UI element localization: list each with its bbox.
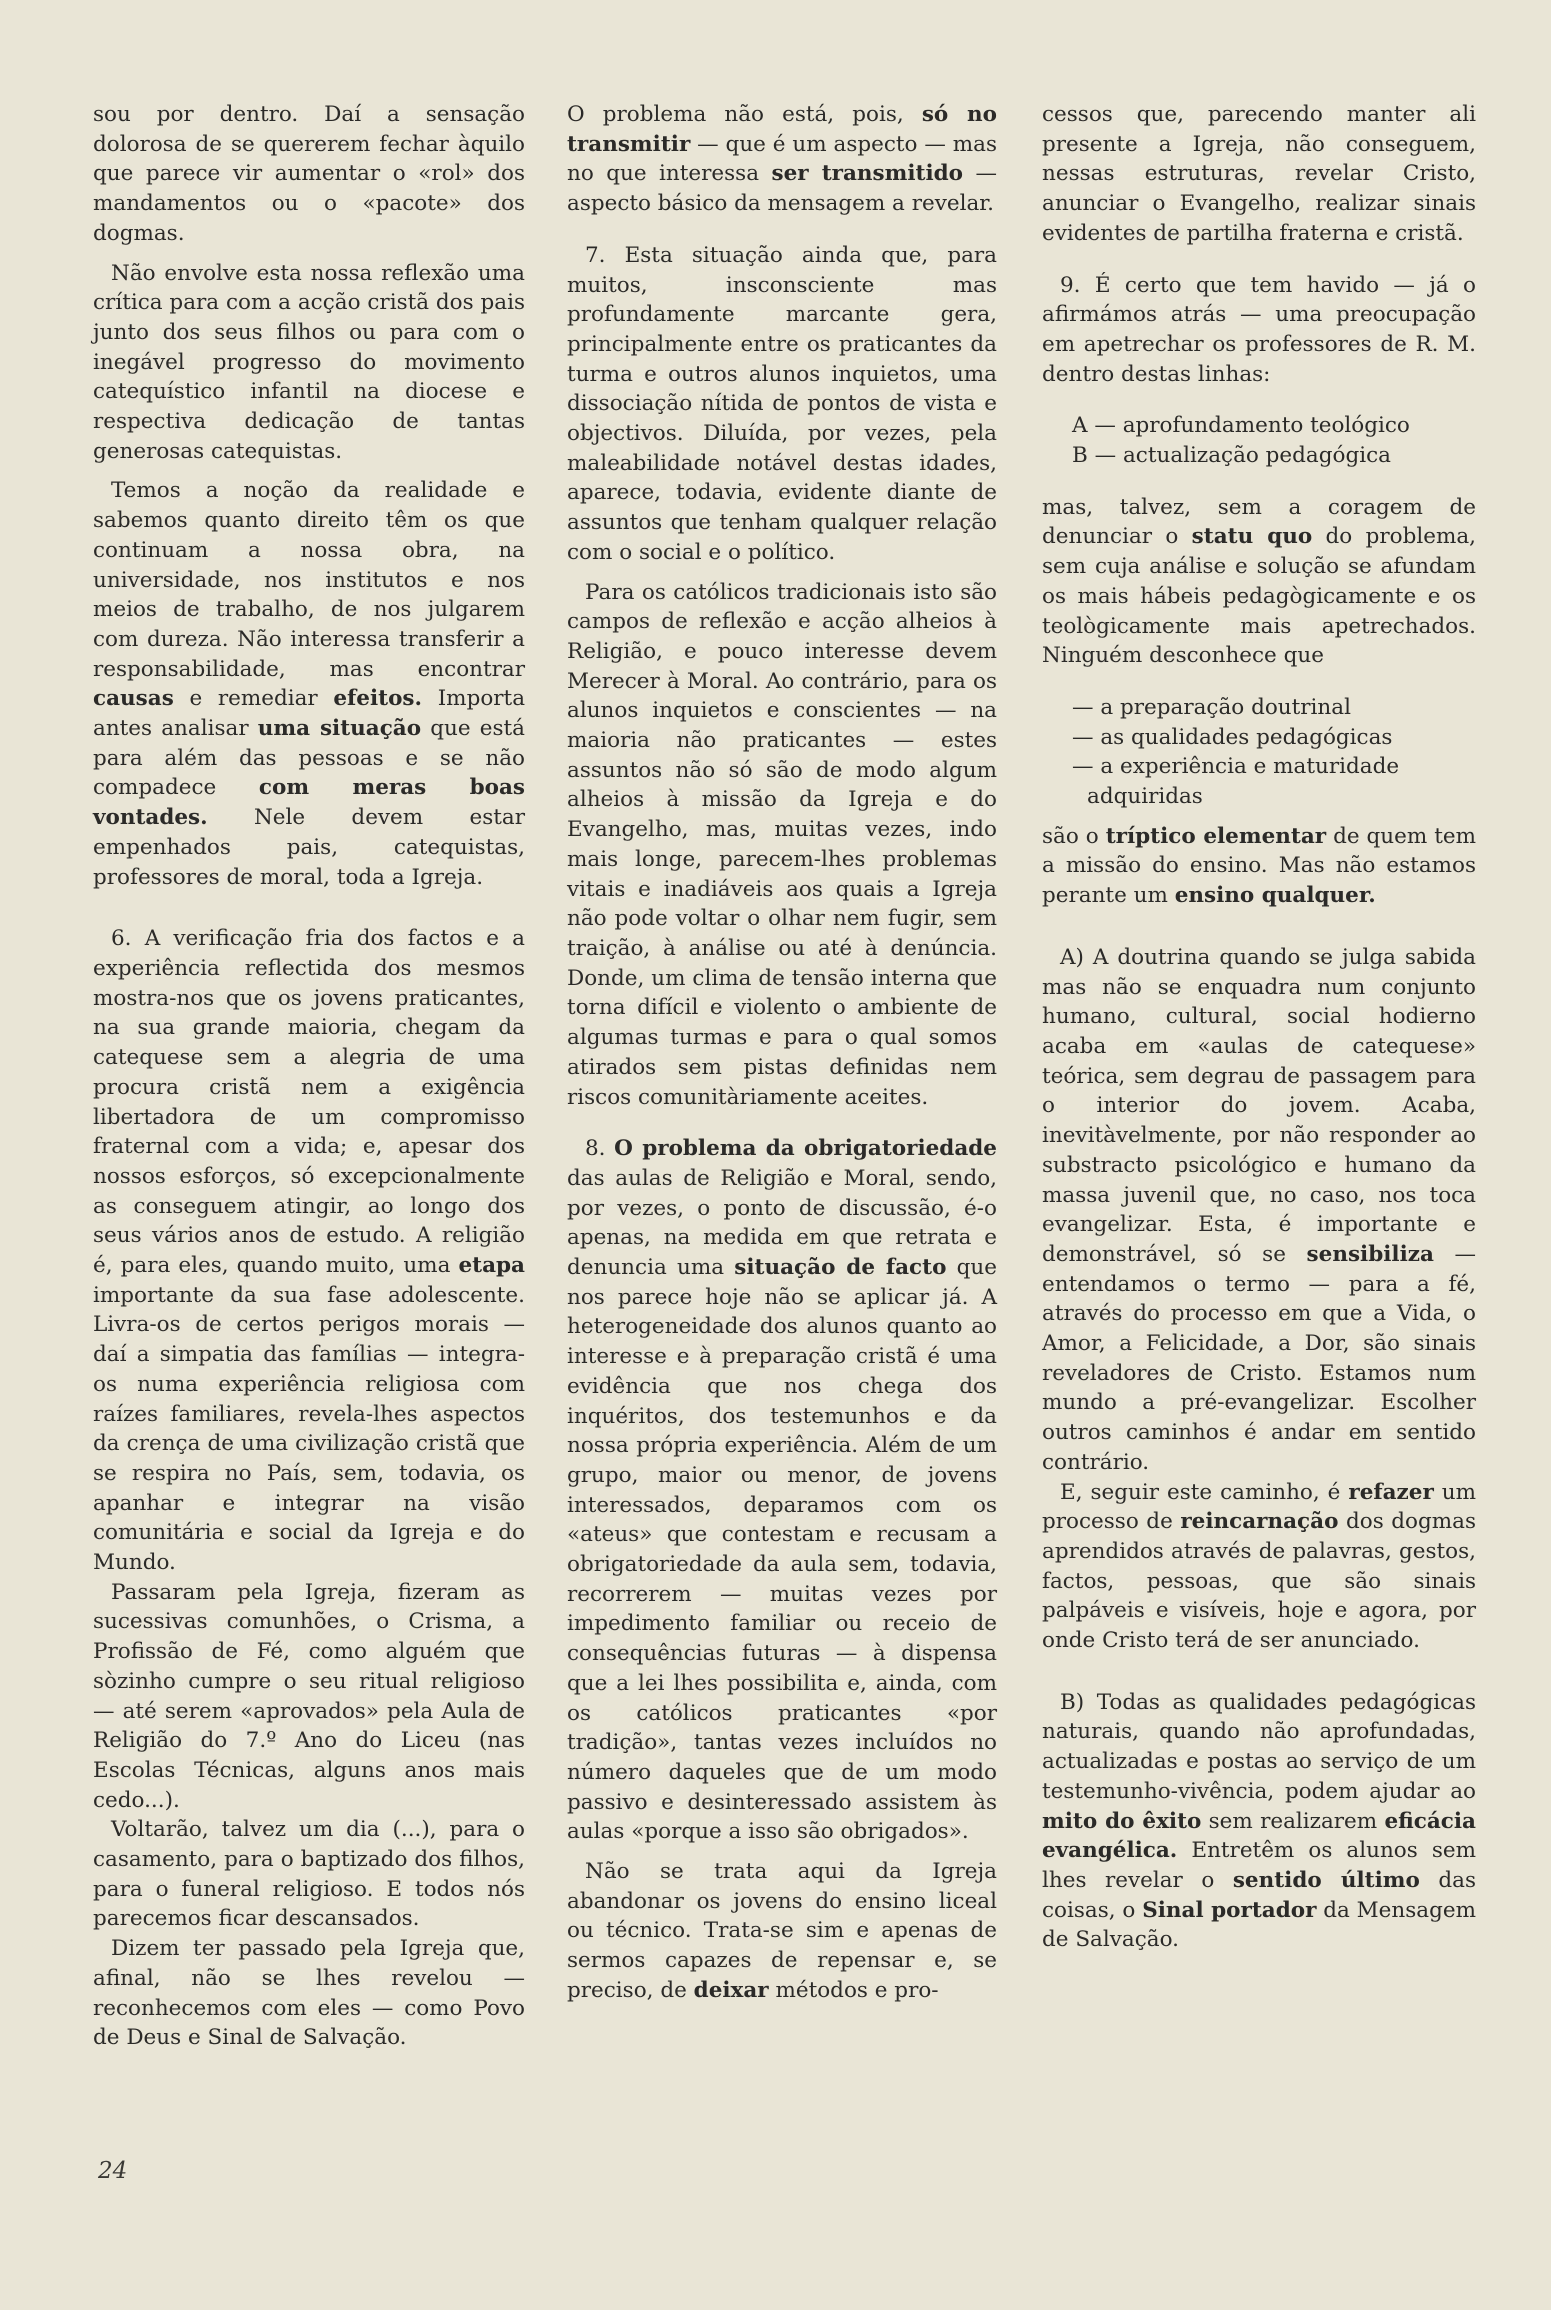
text-column-2 [567,100,997,2006]
page-number: 24 [98,2158,128,2184]
list-item: A — aprofundamento teológico [1072,413,1410,439]
paragraph: Não se trata aqui da Igreja abandonar os jovens do ensino liceal ou técnico. Trata-se sim e apenas de sermos capazes de repensar e, se preciso, de deixar métodos e pro- [567,1859,997,2003]
paragraph: cessos que, parecendo manter ali presente a Igreja, não conseguem, nessas estruturas, revelar Cristo, anunciar o Evangelho, realizar sinais evidentes de partilha fraterna e cristã. [1042,102,1476,246]
paragraph: Temos a noção da realidade e sabemos quanto direito têm os que continuam a nossa obra, na universidade, nos institutos e nos meios de trabalho, de nos julgarem com dureza. Não interessa transferir a responsabilidade, mas encontrar causas e remediar efeitos. Importa antes analisar uma situação que está para além das pessoas e se não compadece com meras boas vontades. Nele devem estar empenhados pais, catequistas, professores de moral, toda a Igreja. [93,478,526,890]
text-column-3 [1042,100,1476,1955]
paragraph: E, seguir este caminho, é refazer um processo de reincarnação dos dogmas aprendidos através de palavras, gestos, factos, pessoas, que são sinais palpáveis e visíveis, hoje e agora, por onde Cristo terá de ser anunciado. [1042,1479,1476,1654]
paragraph: 6. A verificação fria dos factos e a experiência reflectida dos mesmos mostra-nos que os jovens praticantes, na sua grande maioria, chegam da catequese sem a alegria de uma procura cristã nem a exigência libertadora de um compromisso fraternal com a vida; e, apesar dos nossos esforços, só excepcionalmente as conseguem atingir, ao longo dos seus vários anos de estudo. A religião é, para eles, quando muito, uma etapa importante da sua fase adolescente. Livra-os de certos perigos morais — daí a simpatia das famílias — integra-os numa experiência religiosa com raízes familiares, revela-lhes aspectos da crença de uma civilização cristã que se respira no País, sem, todavia, os apanhar e integrar na visão comunitária e social da Igreja e do Mundo. [93,926,525,1576]
list-item: — a preparação doutrinal [1072,694,1351,720]
paragraph: O problema não está, pois, só no transmitir — que é um aspecto — mas no que interessa ser transmitido — aspecto básico da mensagem a revelar. [567,102,997,217]
list-item: — as qualidades pedagógicas [1072,724,1393,750]
paragraph: Dizem ter passado pela Igreja que, afinal, não se lhes revelou — reconhecemos com eles — como Povo de Deus e Sinal de Salvação. [93,1936,525,2051]
list-item: — a experiência e maturidade [1072,754,1400,780]
paragraph: 9. É certo que tem havido — já o afirmámos atrás — uma preocupação em apetrechar os professores de R. M. dentro destas linhas: [1042,272,1476,387]
paragraph: Não envolve esta nossa reflexão uma crítica para com a acção cristã dos pais junto dos seus filhos ou para com o inegável progresso do movimento catequístico infantil na diocese e respectiva dedicação de tantas generosas catequistas. [93,260,525,464]
list-item: B — actualização pedagógica [1072,443,1391,469]
paragraph: 8. O problema da obrigatoriedade das aulas de Religião e Moral, sendo, por vezes, o ponto de discussão, é-o apenas, na medida em que retrata e denuncia uma situação de facto que nos parece hoje não se aplicar já. A heterogeneidade dos alunos quanto ao interesse e à preparação cristã é uma evidência que nos chega dos inquéritos, dos testemunhos e da nossa própria experiência. Além de um grupo, maior ou menor, de jovens interessados, deparamos com os «ateus» que contestam e recusam a obrigatoriedade da aula sem, todavia, recorrerem — muitas vezes por impedimento familiar ou receio de consequências futuras — à dispensa que a lei lhes possibilita e, ainda, com os católicos praticantes «por tradição», tantas vezes incluídos no número daqueles que de um modo passivo e desinteressado assistem às aulas «porque a isso são obrigados». [567,1136,998,1845]
list-item: adquiridas [1087,784,1203,810]
paragraph: Passaram pela Igreja, fizeram as sucessivas comunhões, o Crisma, a Profissão de Fé, como alguém que sòzinho cumpre o seu ritual religioso — até serem «aprovados» pela Aula de Religião do 7.º Ano do Liceu (nas Escolas Técnicas, alguns anos mais cedo...). [93,1579,525,1813]
paragraph: mas, talvez, sem a coragem de denunciar o statu quo do problema, sem cuja análise e solução se afundam os mais hábeis pedagògicamente e os teològicamente mais apetrechados. Ninguém desconhece que [1042,494,1476,669]
paragraph: B) Todas as qualidades pedagógicas naturais, quando não aprofundadas, actualizadas e postas ao serviço de um testemunho-vivência, podem ajudar ao mito do êxito sem realizarem eficácia evangélica. Entretêm os alunos sem lhes revelar o sentido último das coisas, o Sinal portador da Mensagem de Salvação. [1042,1689,1476,1953]
paragraph: são o tríptico elementar de quem tem a missão do ensino. Mas não estamos perante um ensino qualquer. [1042,823,1476,909]
paragraph: sou por dentro. Daí a sensação dolorosa de se quererem fechar àquilo que parece vir aumentar o «rol» dos mandamentos ou o «pacote» dos dogmas. [93,102,525,246]
paragraph: 7. Esta situação ainda que, para muitos, insconsciente mas profundamente marcante gera, principalmente entre os praticantes da turma e outros alunos inquietos, uma dissociação nítida de pontos de vista e objectivos. Diluída, por vezes, pela maleabilidade notável destas idades, aparece, todavia, evidente diante de assuntos que tenham qualquer relação com o social e o político. [567,242,997,565]
text-column-1 [93,100,525,2053]
paragraph: Para os católicos tradicionais isto são campos de reflexão e acção alheios à Religião, e pouco interesse devem Merecer à Moral. Ao contrário, para os alunos inquietos e conscientes — na maioria não praticantes — estes assuntos não só são de modo algum alheios à missão da Igreja e do Evangelho, mas, muitas vezes, indo mais longe, parecem-lhes problemas vitais e inadiáveis aos quais a Igreja não pode voltar o olhar nem fugir, sem traição, à análise ou até à denúncia. Donde, um clima de tensão interna que torna difícil e violento o ambiente de algumas turmas e para o qual somos atirados sem pistas definidas nem riscos comunitàriamente aceites. [567,579,997,1110]
paragraph: A) A doutrina quando se julga sabida mas não se enquadra num conjunto humano, cultural, social hodierno acaba em «aulas de catequese» teórica, sem degrau de passagem para o interior do jovem. Acaba, inevitàvelmente, por não responder ao substracto psicológico e humano da massa juvenil que, no caso, nos toca evangelizar. Esta, é importante e demonstrável, só se sensibiliza — entendamos o termo — para a fé, através do processo em que a Vida, o Amor, a Felicidade, a Dor, são sinais reveladores de Cristo. Estamos num mundo a pré-evangelizar. Escolher outros caminhos é andar em sentido contrário. [1042,944,1476,1475]
paragraph: Voltarão, talvez um dia (...), para o casamento, para o baptizado dos filhos, para o funeral religioso. E todos nós parecemos ficar descansados. [93,1817,525,1932]
